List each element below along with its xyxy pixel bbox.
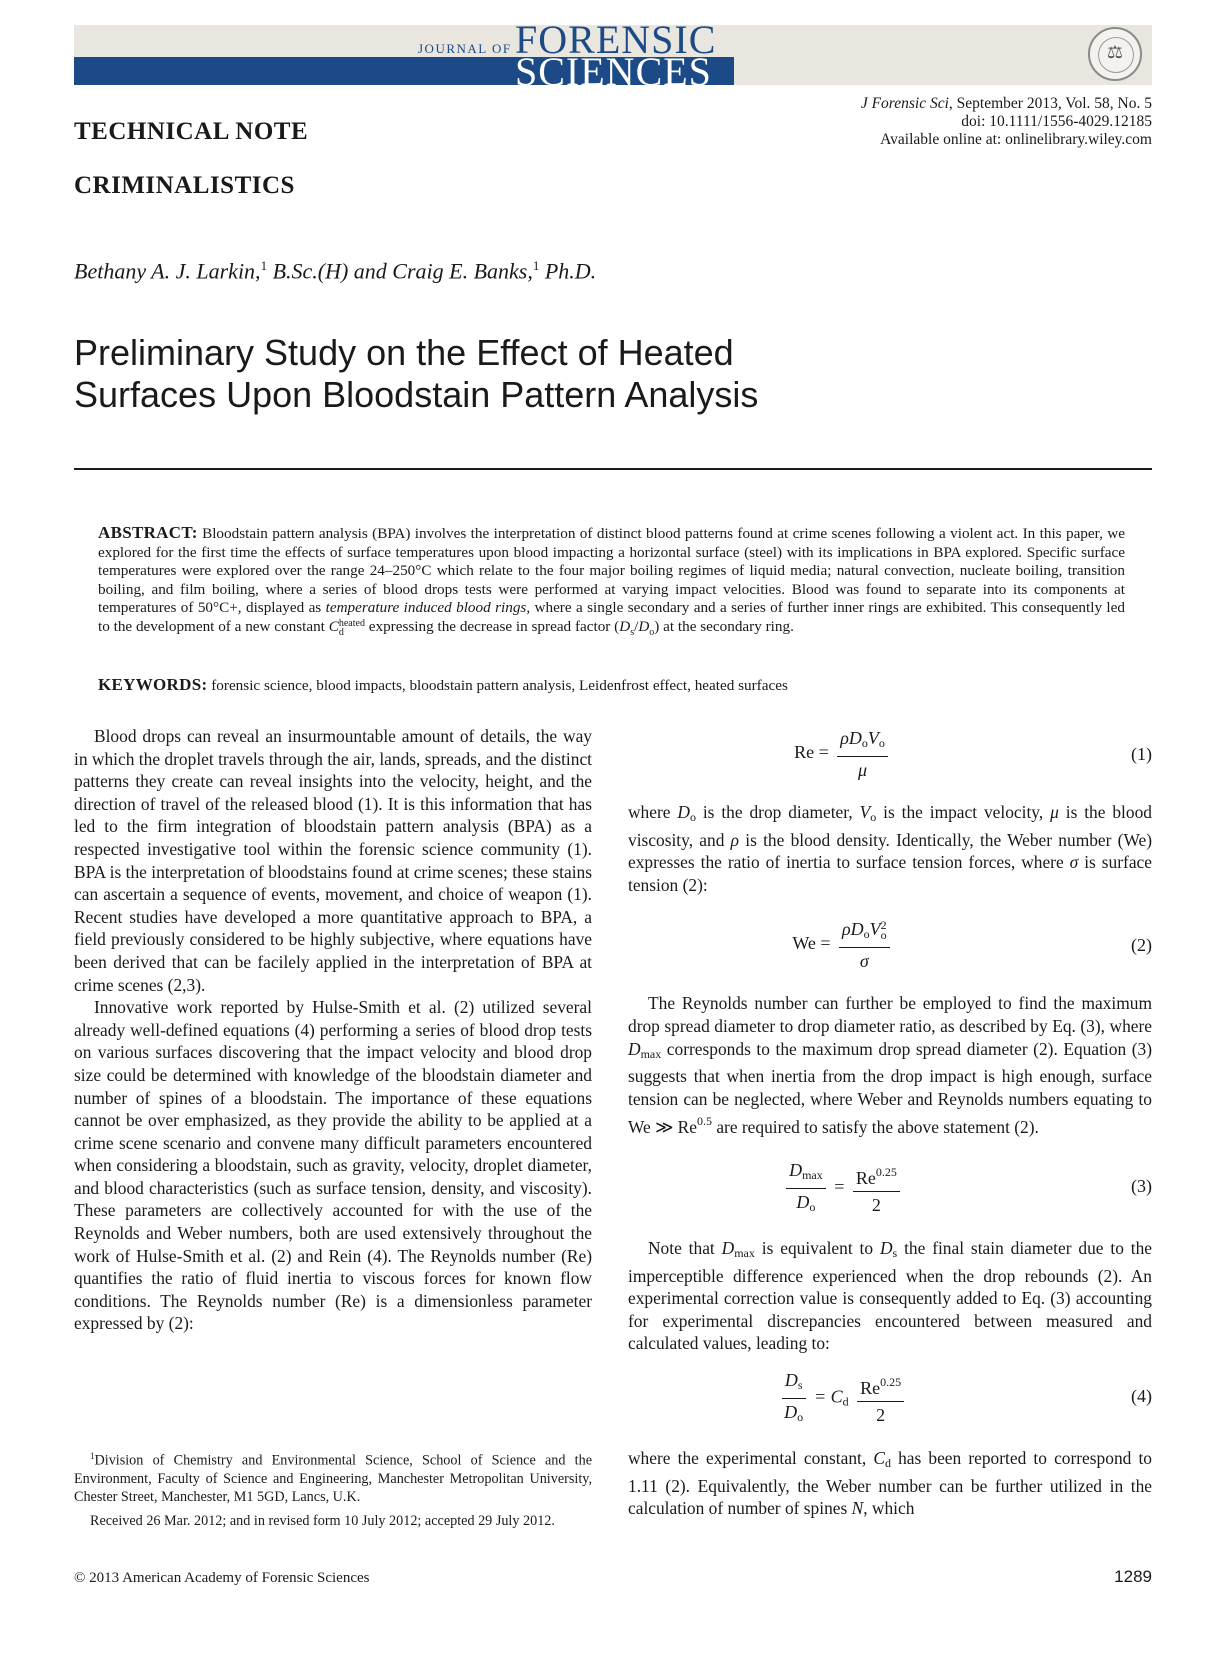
equation-3: $\frac{D_{max}}{D_o}$ = $\frac{Re^{0.25}}{2}$ (3) <box>628 1157 1152 1225</box>
journal-of-label: JOURNAL OF <box>418 41 512 56</box>
author-1-degree-and-author-2: B.Sc.(H) and Craig E. Banks, <box>267 258 533 284</box>
abstract-constant-sup: heated <box>338 617 365 629</box>
abstract-label: ABSTRACT: <box>98 523 198 542</box>
body-paragraph: Innovative work reported by Hulse-Smith et al. (2) utilized several already well-defined equations (4) performing a series of blood drop tests on various surfaces discovering that the impact velocity and blood drop size could be determined with knowledge of the bloodstain diameter and number of spines of a bloodstain. The importance of these equations cannot be over emphasized, as they provide the ability to be applied at a crime scene scenario and convene many difficult parameters encountered when considering a bloodstain, such as gravity, velocity, droplet diameter, and blood characteristics (such as surface tension, density, and viscosity). These parameters are collectively accounted for with the use of the Reynolds and Weber numbers, both are used extensively throughout the work of Hulse-Smith et al. (2) and Rein (4). The Reynolds number (Re) quantifies the ratio of fluid inertia to viscous forces for known flow conditions. The Reynolds number (Re) is a dimensionless parameter expressed by (2): <box>74 997 592 1334</box>
body-paragraph: Blood drops can reveal an insurmountable amount of details, the way in which the droplet travels through the air, lands, spreads, and the distinct patterns they create can reveal insights into the velocity, height, and the direction of travel of the released blood (1). It is this information that has led to the firm integration of bloodstain pattern analysis (BPA) as a respected investigative tool within the forensic science community (1). BPA is the interpretation of bloodstains found at crime scenes; these stains can ascertain a sequence of events, movement, and choice of weapon (1). Recent studies have developed a more quantitative approach to BPA, a field previously considered to be highly subjective, where equations have been derived that can be facilely applied in the interpretation of BPA at crime scenes (2,3). <box>74 726 592 995</box>
abstract-text: expressing the decrease in spread factor ( <box>364 617 620 635</box>
equation-1: Re = $\frac{\rho D_oV_o}{\mu}$ (1) <box>794 728 1152 780</box>
abstract-text: ) at the secondary ring. <box>654 617 794 635</box>
affiliation-mark: 1 <box>532 258 540 273</box>
body-left-column <box>74 725 592 1335</box>
abstract-var: D <box>638 617 650 635</box>
journal-name-sciences: SCIENCES <box>515 49 712 94</box>
equation-4: $\frac{D_s}{D_o}$ = $C_d$ $\frac{Re^{0.25}}{2}$ (4) <box>628 1367 1152 1435</box>
affiliation-footnote: $^1$Division of Chemistry and Environmental Science, School of Science and the Environment, Faculty of Science and Engineering, Manchester Metropolitan University, Chester Street, Manchester, M1 5GD, Lancs, U.K. <box>74 1451 592 1505</box>
citation-doi[interactable]: doi: 10.1111/1556-4029.12185 <box>961 113 1152 130</box>
equation-number: (3) <box>1131 1175 1152 1196</box>
body-paragraph: where the experimental constant, $C_d$ has been reported to correspond to 1.11 (2). Equivalently, the Weber number can be further utilized in the calculation of number of spines N, which <box>628 1447 1152 1519</box>
keywords-label: KEYWORDS: <box>98 675 208 694</box>
abstract <box>98 524 1125 642</box>
page-number: 1289 <box>1114 1567 1152 1586</box>
abstract-italic-term: temperature induced blood rings <box>325 599 527 616</box>
body-right-column <box>628 725 1152 1520</box>
keywords-text: forensic science, blood impacts, bloodstain pattern analysis, Leidenfrost effect, heated surfaces <box>207 677 788 694</box>
body-paragraph: The Reynolds number can further be employed to find the maximum drop spread diameter to drop diameter ratio, as described by Eq. (3), where $D_{max}$ corresponds to the maximum drop spread diameter (2). Equation (3) suggests that when inertia from the drop impact is high enough, surface tension can be neglected, where Weber and Reynolds numbers equating to We ≫ $Re^{0.5}$ are required to satisfy the above statement (2). <box>628 993 1152 1138</box>
title-line-1: Preliminary Study on the Effect of Heated <box>74 332 734 373</box>
academy-seal-icon: ⚖ <box>1088 27 1142 81</box>
journal-name-forensic: FORENSIC <box>515 17 717 62</box>
article-type: TECHNICAL NOTE <box>74 118 309 145</box>
abstract-constant: C <box>328 617 339 635</box>
title-divider <box>74 468 1152 470</box>
received-dates: Received 26 Mar. 2012; and in revised form 10 July 2012; accepted 29 July 2012. <box>90 1512 555 1529</box>
equation-number: (1) <box>1131 744 1152 764</box>
abstract-var-sub: s <box>630 626 635 638</box>
body-paragraph: Note that $D_{max}$ is equivalent to $D_s$ the final stain diameter due to the imperceptible difference experienced when the drop rebounds (2). An experimental correction value is consequently added to Eq. (3) accounting for experimental discrepancies encountered between measured and calculated values, leading to: <box>628 1237 1153 1354</box>
equation-number: (4) <box>1131 1385 1152 1406</box>
citation-journal: J Forensic Sci, September 2013, Vol. 58, No. 5 <box>860 95 1152 112</box>
abstract-text: , where a single secondary and a series of further inner rings are exhibited. This consequently led to the development of a new constant <box>98 599 1125 635</box>
citation-online[interactable]: Available online at: onlinelibrary.wiley.com <box>880 131 1152 148</box>
author-1: Bethany A. J. Larkin, <box>74 258 261 284</box>
affiliation-mark: 1 <box>260 258 268 273</box>
body-paragraph: where $D_o$ is the drop diameter, $V_o$ is the impact velocity, μ is the blood viscosity, and ρ is the blood density. Identically, the Weber number (We) expresses the ratio of inertia to surface tension forces, where σ is surface tension (2): <box>628 802 1152 895</box>
article-title <box>74 332 974 416</box>
abstract-slash: / <box>634 617 639 635</box>
title-line-2: Surfaces Upon Bloodstain Pattern Analysis <box>74 374 759 415</box>
footnotes <box>74 1447 592 1536</box>
citation-block <box>861 95 1152 149</box>
equation-2: We = $\rho D_oV$ 2 o σ (2) <box>792 918 1152 972</box>
abstract-text: Bloodstain pattern analysis (BPA) involves the interpretation of distinct blood patterns found at crime scenes following a violent act. In this paper, we explored for the first time the effects of surface temperatures upon blood impacting a horizontal surface (steel) with its implications in BPA explored. Specific surface temperatures were explored over the range 24–250°C which relate to the four major boiling regimes of liquid media; natural convection, nucleate boiling, transition boiling, and film boiling, where a series of blood drops tests were performed at varying impact velocities. Blood was found to separate into its components at temperatures of 50°C+, displayed as <box>98 525 1125 616</box>
equation-number: (2) <box>1131 935 1152 956</box>
author-list <box>74 258 596 284</box>
copyright-notice: © 2013 American Academy of Forensic Sciences <box>74 1570 370 1586</box>
abstract-var-sub: o <box>649 626 655 638</box>
author-2-degree: Ph.D. <box>539 258 597 284</box>
article-category: CRIMINALISTICS <box>74 172 295 199</box>
abstract-var: D <box>619 617 631 635</box>
keywords <box>98 675 788 695</box>
abstract-constant-sub: d <box>338 626 344 638</box>
